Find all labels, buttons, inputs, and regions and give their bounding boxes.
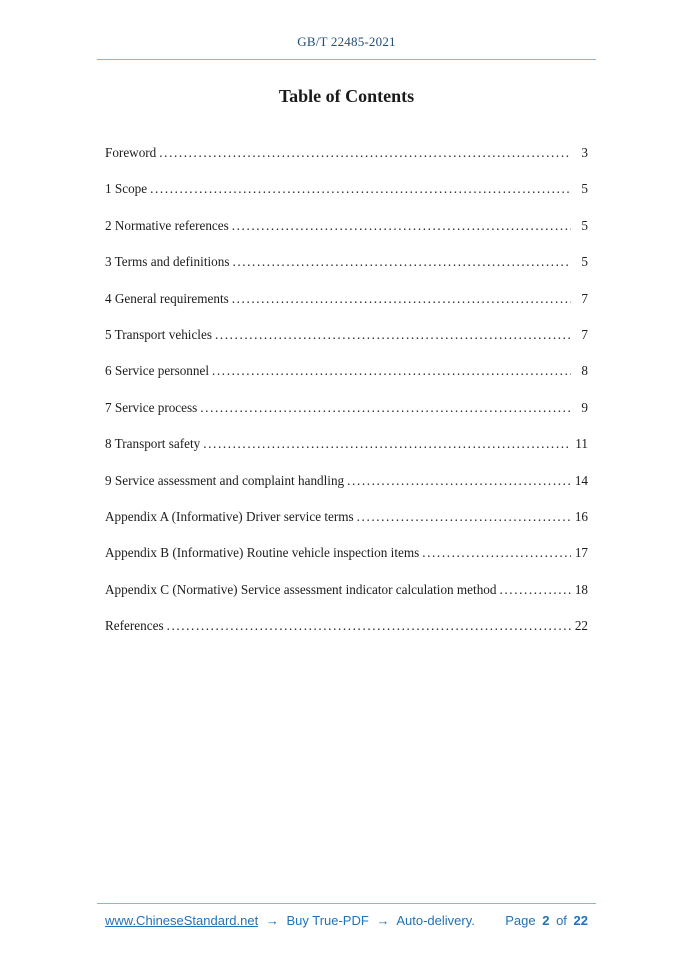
toc-entry-label: Appendix C (Normative) Service assessment indicator calculation method [105, 581, 497, 597]
toc-leader-dots [215, 317, 571, 353]
toc-entry-label: 9 Service assessment and complaint handling [105, 472, 345, 488]
toc-leader-dots [422, 535, 571, 571]
toc-entry-page: 7 [581, 327, 588, 343]
toc-entry-label: 3 Terms and definitions [105, 254, 230, 270]
standard-number-header: GB/T 22485-2021 [297, 34, 396, 49]
toc-leader-dots [200, 390, 571, 426]
footer-website-link[interactable]: www.ChineseStandard.net [105, 913, 259, 928]
toc-entry[interactable] [105, 353, 588, 389]
arrow-right-icon: → [265, 913, 279, 928]
toc-entry-page: 17 [574, 545, 588, 561]
toc-leader-dots [347, 463, 571, 499]
toc-leader-dots [500, 572, 572, 608]
toc-entry[interactable] [105, 317, 588, 353]
footer [105, 913, 588, 928]
toc-entry-label: Foreword [105, 145, 157, 160]
footer-delivery-text: Auto-delivery. [396, 913, 475, 928]
toc-entry-page: 5 [581, 181, 588, 197]
toc-entry-label: 6 Service personnel [105, 363, 209, 379]
toc-entry-page: 5 [581, 254, 588, 270]
toc-entry-page: 16 [574, 509, 588, 525]
toc-entry[interactable] [105, 208, 588, 244]
toc-entry-page: 14 [574, 472, 588, 488]
toc-leader-dots [357, 499, 571, 535]
toc-entry[interactable] [105, 463, 588, 499]
toc-entry[interactable] [105, 572, 588, 608]
toc-entry-page: 9 [581, 399, 588, 415]
toc-entry[interactable] [105, 535, 588, 571]
footer-promo-line [105, 913, 475, 928]
toc-entry[interactable] [105, 499, 588, 535]
toc-entry[interactable] [105, 608, 588, 644]
of-word: of [556, 913, 567, 928]
toc-leader-dots [203, 426, 571, 462]
page-word: Page [505, 913, 536, 928]
toc-entry[interactable] [105, 244, 588, 280]
toc-entry-page: 5 [581, 217, 588, 233]
toc-leader-dots [232, 244, 571, 280]
toc-entry-label: 2 Normative references [105, 217, 229, 233]
toc-list [105, 135, 588, 645]
toc-entry[interactable] [105, 281, 588, 317]
toc-entry-label: 8 Transport safety [105, 436, 201, 452]
toc-leader-dots [232, 208, 571, 244]
toc-entry-label: 5 Transport vehicles [105, 327, 212, 343]
footer-divider [97, 903, 596, 904]
toc-entry[interactable] [105, 171, 588, 207]
toc-leader-dots [212, 353, 571, 389]
toc-entry-label: Appendix A (Informative) Driver service terms [105, 509, 354, 525]
current-page-number: 2 [542, 913, 550, 928]
toc-leader-dots [150, 171, 571, 207]
toc-entry-page: 7 [581, 290, 588, 306]
toc-entry-page: 8 [581, 363, 588, 379]
toc-leader-dots [167, 608, 571, 644]
toc-entry[interactable] [105, 135, 588, 171]
toc-entry-page: 22 [574, 618, 588, 634]
toc-entry-label: 4 General requirements [105, 290, 229, 306]
arrow-right-icon: → [376, 913, 390, 928]
toc-entry-page: 18 [574, 581, 588, 597]
toc-leader-dots [159, 135, 571, 171]
total-pages-number: 22 [573, 913, 588, 928]
header-divider [97, 59, 596, 60]
toc-entry[interactable] [105, 426, 588, 462]
toc-entry-page: 11 [575, 436, 588, 452]
toc-entry-label: 7 Service process [105, 399, 198, 415]
footer-buy-text: Buy True-PDF [286, 913, 369, 928]
toc-entry[interactable] [105, 390, 588, 426]
page-indicator [505, 913, 588, 928]
page-title: Table of Contents [278, 86, 415, 106]
toc-entry-label: 1 Scope [105, 181, 148, 197]
toc-entry-page: 3 [581, 145, 588, 160]
toc-entry-label: References [105, 618, 164, 634]
toc-entry-label: Appendix B (Informative) Routine vehicle inspection items [105, 545, 420, 561]
toc-leader-dots [232, 281, 571, 317]
